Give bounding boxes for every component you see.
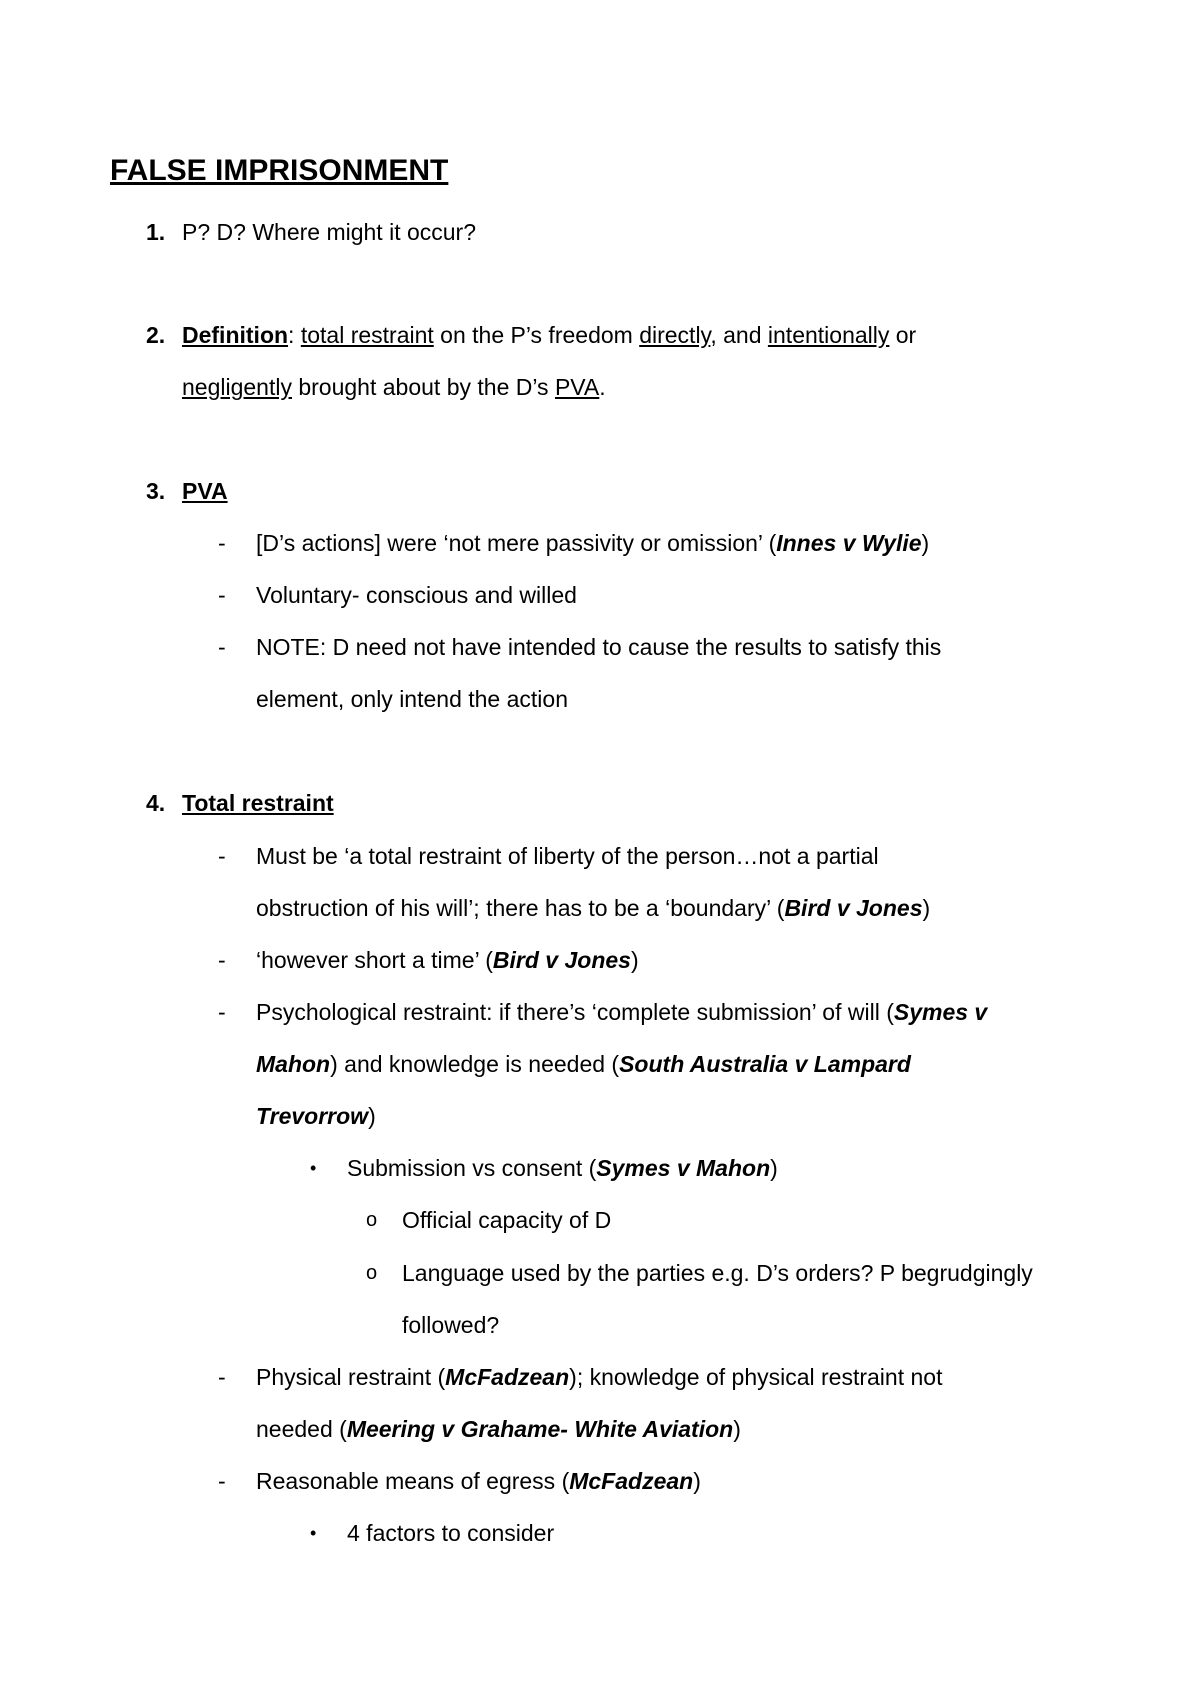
- dash-marker: -: [218, 530, 226, 556]
- underlined-term: intentionally: [767, 322, 890, 348]
- restraint-item-c-line-2: [256, 1049, 911, 1079]
- restraint-item-a-line-2: [256, 893, 930, 923]
- case-name: Meering v Grahame- White Aviation: [346, 1416, 734, 1442]
- bullet-marker: •: [310, 1158, 317, 1178]
- text: ): [733, 1416, 741, 1442]
- section-3-heading: [182, 476, 228, 506]
- case-name: McFadzean: [569, 1468, 694, 1494]
- text: Submission vs consent (: [347, 1155, 597, 1181]
- pva-item-2: Voluntary- conscious and willed: [256, 582, 577, 608]
- case-name: Bird v Jones: [784, 895, 923, 921]
- case-name: Innes v Wylie: [776, 530, 922, 556]
- text: .: [599, 374, 606, 400]
- case-name: Symes v: [893, 999, 988, 1025]
- text: ): [368, 1103, 376, 1129]
- restraint-subitem-f-line-2: followed?: [402, 1312, 500, 1338]
- text: Reasonable means of egress (: [256, 1468, 570, 1494]
- restraint-item-c-line-3: [256, 1101, 376, 1131]
- bullet-marker: •: [310, 1523, 317, 1543]
- dash-marker: -: [218, 634, 226, 660]
- dash-marker: -: [218, 947, 226, 973]
- case-name: Trevorrow: [256, 1103, 369, 1129]
- text: ); knowledge of physical restraint not: [569, 1364, 943, 1390]
- underlined-term: PVA: [554, 374, 600, 400]
- text: brought about by the D’s: [291, 374, 555, 400]
- circle-marker: o: [366, 1209, 378, 1231]
- underlined-term: directly: [639, 322, 711, 348]
- section-3-number: 3.: [146, 478, 166, 504]
- underlined-term: total restraint: [300, 322, 434, 348]
- text: ): [922, 895, 931, 921]
- circle-marker: o: [366, 1262, 378, 1284]
- text: or: [889, 322, 917, 348]
- dash-marker: -: [218, 1364, 226, 1390]
- section-2-line-2: [182, 372, 606, 402]
- restraint-item-h: [256, 1466, 701, 1496]
- dash-marker: -: [218, 1468, 226, 1494]
- dash-marker: -: [218, 843, 226, 869]
- section-1-number: 1.: [146, 219, 166, 245]
- section-2-line-1: [182, 320, 916, 350]
- section-4-heading: [182, 788, 334, 818]
- text: ): [630, 947, 639, 973]
- definition-heading: Definition: [182, 322, 289, 348]
- case-name: South Australia v Lampard: [619, 1051, 911, 1077]
- restraint-item-b: [256, 945, 639, 975]
- restraint-item-g-line-1: [256, 1362, 942, 1392]
- text: obstruction of his will’; there has to be a ‘boundary’ (: [256, 895, 785, 921]
- page-title: FALSE IMPRISONMENT: [110, 154, 449, 187]
- pva-item-3-line-1: NOTE: D need not have intended to cause the results to satisfy this: [256, 634, 942, 660]
- text: ‘however short a time’ (: [256, 947, 493, 973]
- text: [D’s actions] were ‘not mere passivity or omission’ (: [256, 530, 777, 556]
- text: on the P’s freedom: [433, 322, 640, 348]
- underlined-term: negligently: [182, 374, 292, 400]
- pva-heading: PVA: [182, 478, 228, 504]
- text: ) and knowledge is needed (: [330, 1051, 620, 1077]
- text: ): [770, 1155, 778, 1181]
- restraint-subitem-d: [347, 1153, 778, 1183]
- section-2-number: 2.: [146, 322, 166, 348]
- case-name: Symes v Mahon: [596, 1155, 771, 1181]
- case-name: Mahon: [256, 1051, 331, 1077]
- text: :: [288, 322, 301, 348]
- text: ): [693, 1468, 701, 1494]
- case-name: McFadzean: [445, 1364, 570, 1390]
- total-restraint-heading: Total restraint: [182, 790, 334, 816]
- section-1-text: P? D? Where might it occur?: [182, 219, 477, 245]
- case-name: Bird v Jones: [492, 947, 631, 973]
- restraint-item-c-line-1: [256, 997, 987, 1027]
- restraint-subitem-e: Official capacity of D: [402, 1207, 612, 1233]
- text: needed (: [256, 1416, 347, 1442]
- text: Psychological restraint: if there’s ‘complete submission’ of will (: [256, 999, 894, 1025]
- pva-item-3-line-2: element, only intend the action: [256, 686, 568, 712]
- restraint-subitem-f-line-1: Language used by the parties e.g. D’s orders? P begrudgingly: [402, 1260, 1033, 1286]
- text: , and: [710, 322, 768, 348]
- restraint-item-g-line-2: [256, 1414, 741, 1444]
- restraint-item-a-line-1: Must be ‘a total restraint of liberty of the person…not a partial: [256, 843, 879, 869]
- restraint-subitem-i: 4 factors to consider: [347, 1520, 555, 1546]
- section-4-number: 4.: [146, 790, 166, 816]
- text: ): [921, 530, 930, 556]
- dash-marker: -: [218, 999, 226, 1025]
- pva-item-1: [256, 528, 929, 558]
- dash-marker: -: [218, 582, 226, 608]
- text: Physical restraint (: [256, 1364, 446, 1390]
